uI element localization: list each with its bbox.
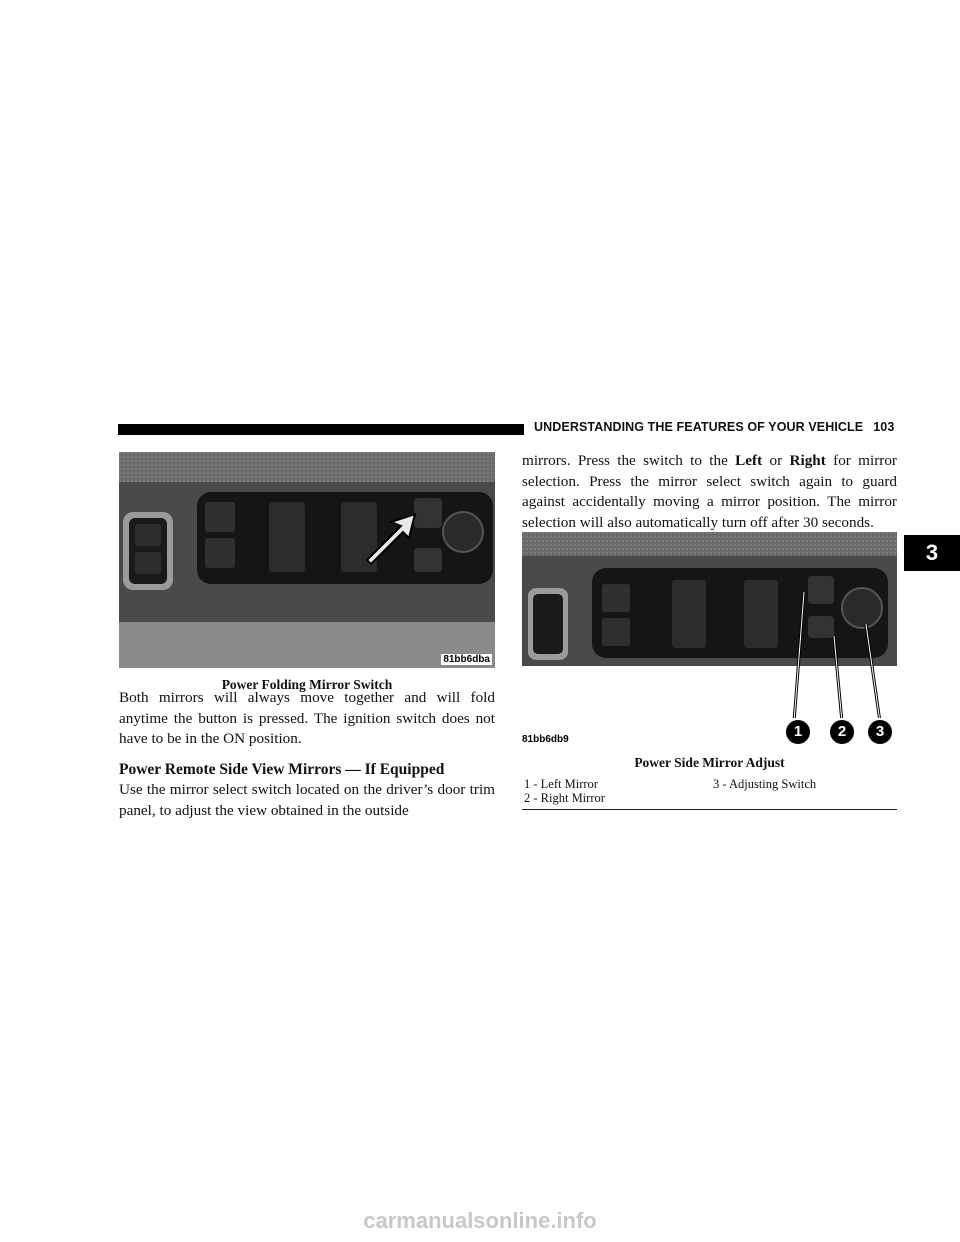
power-side-mirror-adjust-photo [522, 532, 897, 718]
figure-code: 81bb6dba [443, 654, 490, 665]
term-right: Right [789, 452, 826, 469]
section-heading: Power Remote Side View Mirrors — If Equipped [119, 761, 445, 778]
header-rule [118, 424, 524, 435]
text-run: or [762, 452, 790, 469]
mirror-adjust-illustration [522, 532, 897, 718]
chapter-tab: 3 [904, 535, 960, 571]
legend-item: 3 - Adjusting Switch [713, 777, 817, 791]
running-header [534, 420, 894, 434]
body-paragraph: Both mirrors will always move together and will fold anytime the button is pressed. The ignition switch does not have to be in the ON position. [119, 689, 495, 748]
legend-item: 2 - Right Mirror [524, 791, 605, 805]
callout-marker: 2 [830, 720, 854, 744]
power-folding-mirror-switch-photo [119, 452, 495, 668]
body-paragraph [522, 451, 897, 533]
term-left: Left [735, 452, 763, 469]
figure-caption: Power Side Mirror Adjust [634, 755, 785, 770]
legend-column [524, 777, 605, 805]
page-number: 103 [873, 420, 895, 434]
text-run: for mirror selection. Press the mirror select switch again to guard against accidentally moving a mirror position. The mirror selection will also automatically turn off after 30 seconds. [522, 452, 897, 531]
watermark: carmanualsonline.info [363, 1208, 597, 1233]
figure-code: 81bb6db9 [522, 734, 569, 745]
callout-marker: 1 [786, 720, 810, 744]
callout-marker: 3 [868, 720, 892, 744]
text-run: mirrors. Press the switch to the [522, 452, 736, 469]
switch-panel-illustration [119, 452, 495, 668]
figure-caption: Power Folding Mirror Switch [221, 677, 393, 692]
legend-column [713, 777, 816, 791]
section-title: UNDERSTANDING THE FEATURES OF YOUR VEHICLE [534, 420, 864, 434]
figure-legend [522, 777, 897, 810]
body-paragraph: Use the mirror select switch located on the driver’s door trim panel, to adjust the view obtained in the outside [119, 781, 495, 819]
legend-item: 1 - Left Mirror [524, 777, 598, 791]
